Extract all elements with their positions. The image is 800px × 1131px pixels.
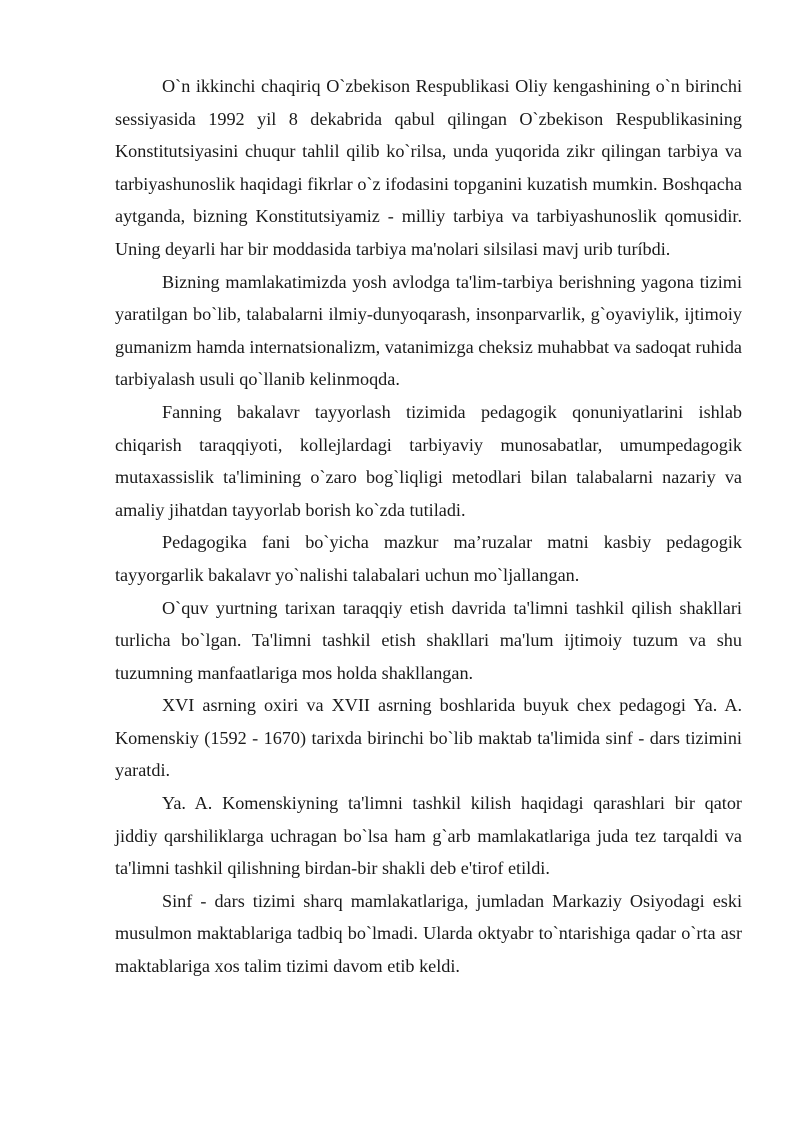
paragraph-education-system: Bizning mamlakatimizda yosh avlodga ta'lim-tarbiya berishning yagona tizimi yaratilgan bo`lib, talabalarni ilmiy-dunyoqarash, insonparvarlik, g`oyaviylik, ijtimoiy gumanizm hamda internatsionalizm, vatanimizga cheksiz muhabbat va sadoqat ruhida tarbiyalash usuli qo`llanib kelinmoqda. <box>115 271 742 390</box>
document-page <box>115 70 742 983</box>
paragraph-komensky-views: Ya. A. Komenskiyning ta'limni tashkil kilish haqidagi qarashlari bir qator jiddiy qarshiliklarga uchragan bo`lsa ham g`arb mamlakatlariga juda tez tarqaldi va ta'limni tashkil qilishning birdan-bir shakli deb e'tirof etildi. <box>115 793 742 879</box>
paragraph-class-lesson-east: Sinf - dars tizimi sharq mamlakatlariga, jumladan Markaziy Osiyodagi eski musulmon maktablariga tadbiq bo`lmadi. Ularda oktyabr to`ntarishiga qadar o`rta asr maktablariga xos talim tizimi davom etib keldi. <box>115 890 742 977</box>
paragraph-forms-of-teaching: O`quv yurtning tarixan taraqqiy etish davrida ta'limni tashkil qilish shakllari turlicha bo`lgan. Ta'limni tashkil etish shakllari ma'lum ijtimoiy tuzum va shu tuzumning manfaatlariga mos holda shakllangan. <box>115 597 742 683</box>
paragraph-bachelor-training: Fanning bakalavr tayyorlash tizimida pedagogik qonuniyatlarini ishlab chiqarish taraqqiyoti, kollejlardagi tarbiyaviy munosabatlar, umumpedagogik mutaxassislik ta'limining o`zaro bog`liqligi metodlari bilan talabalarni nazariy va amaliy jihatdan tayyorlab borish ko`zda tutiladi. <box>115 401 742 520</box>
paragraph-lecture-purpose: Pedagogika fani bo`yicha mazkur ma’ruzalar matni kasbiy pedagogik tayyorgarlik bakalavr yo`nalishi talabalari uchun mo`ljallangan. <box>115 532 742 585</box>
paragraph-komensky: XVI asrning oxiri va XVII asrning boshlarida buyuk chex pedagogi Ya. A. Komenskiy (1592 - 1670) tarixda birinchi bo`lib maktab ta'limida sinf - dars tizimini yaratdi. <box>115 695 742 781</box>
paragraph-constitution: O`n ikkinchi chaqiriq O`zbekison Respublikasi Oliy kengashining o`n birinchi sessiyasida 1992 yil 8 dekabrida qabul qilingan O`zbekison Respublikasining Konstitutsiyasini chuqur tahlil qilib ko`rilsa, unda yuqorida zikr qilingan tarbiya va tarbiyashunoslik haqidagi fikrlar o`z ifodasini topganini kuzatish mumkin. Boshqacha aytganda, bizning Konstitutsiyamiz - milliy tarbiya va tarbiyashunoslik qomusidir. Uning deyarli har bir moddasida tarbiya ma'nolari silsilasi mavj urib turíbdi. <box>115 76 742 259</box>
